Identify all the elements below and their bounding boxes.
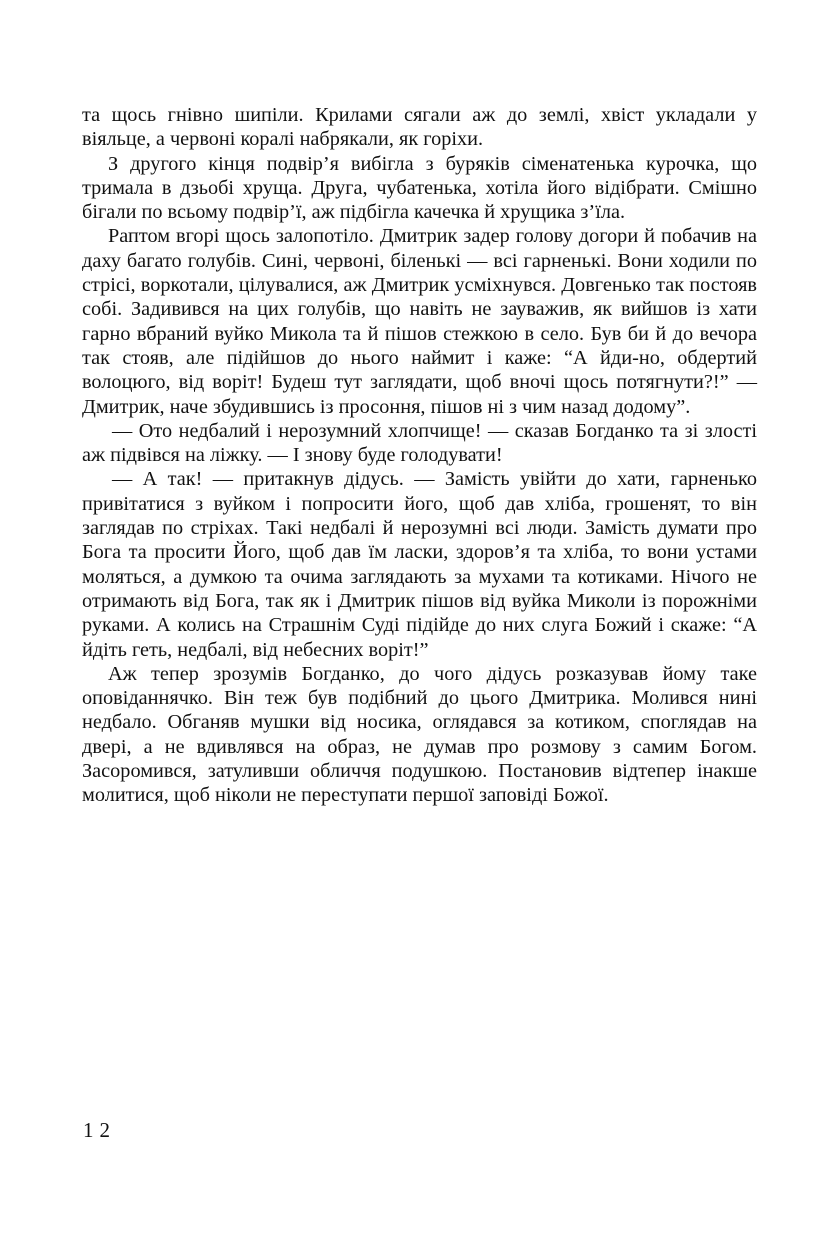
paragraph-pigeons: Раптом вгорі щось залопотіло. Дмитрик задер голову догори й побачив на даху багато голубів. Сині, червоні, біленькі — всі гарненькі. Вони ходили по стрісі, воркотали, цілувалися, аж Дмитрик усміхнувся. Довгенько так постояв собі. Задивився на цих голубів, що навіть не зауважив, як вийшов із хати гарно вбраний вуйко Микола та й пішов стежкою в село. Був би й до вечора так стояв, але підійшов до нього наймит і каже: “А йди-но, обдертий волоцюго, від воріт! Будеш тут заглядати, щоб вночі щось потягнути?!” — Дмитрик, наче збудившись із просоння, пішов ні з чим назад додому”.	[82, 225, 757, 418]
paragraph-grandfather-reply: — А так! — притакнув дідусь. — Замість увійти до хати, гарненько привітатися з вуйком і попросити його, щоб дав хліба, грошенят, то він заглядав по стріхах. Такі недбалі й нерозумні всі люди. Замість думати про Бога та просити Його, щоб дав їм ласки, здоров’я та хліба, то вони устами моляться, а думкою та очима заглядають за мухами та котиками. Нічого не отримають від Бога, так як і Дмитрик пішов від вуйка Миколи із порожніми руками. А колись на Страшнім Суді підійде до них слуга Божий і скаже: “А йдіть геть, недбалі, від небесних воріт!”	[82, 468, 757, 661]
page-number: 12	[83, 1118, 116, 1142]
body-text	[82, 103, 757, 808]
paragraph-conclusion: Аж тепер зрозумів Богданко, до чого дідусь розказував йому таке оповіданнячко. Він теж був подібний до цього Дмитрика. Молився нині недбало. Обганяв мушки від носика, оглядався за котиком, споглядав на двері, а не вдивлявся на образ, не думав про розмову з самим Богом. Засоромився, затуливши обличчя подушкою. Постановив відтепер інакше молитися, щоб ніколи не переступати першої заповіді Божої.	[82, 662, 757, 807]
paragraph-continuation: та щось гнівно шипіли. Крилами сягали аж до землі, хвіст укладали у віяльце, а червоні коралі набрякали, як горіхи.	[82, 104, 757, 151]
paragraph-courtyard: З другого кінця подвір’я вибігла з буряків сіменатенька курочка, що тримала в дзьобі хруща. Друга, чубатенька, хотіла його відібрати. Смішно бігали по всьому подвір’ї, аж підбігла качечка й хрущика з’їла.	[82, 152, 757, 224]
paragraph-bogdanko-reply: — Ото недбалий і нерозумний хлопчище! — сказав Богданко та зі злості аж підвівся на ліжку. — І знову буде голодувати!	[82, 419, 757, 467]
